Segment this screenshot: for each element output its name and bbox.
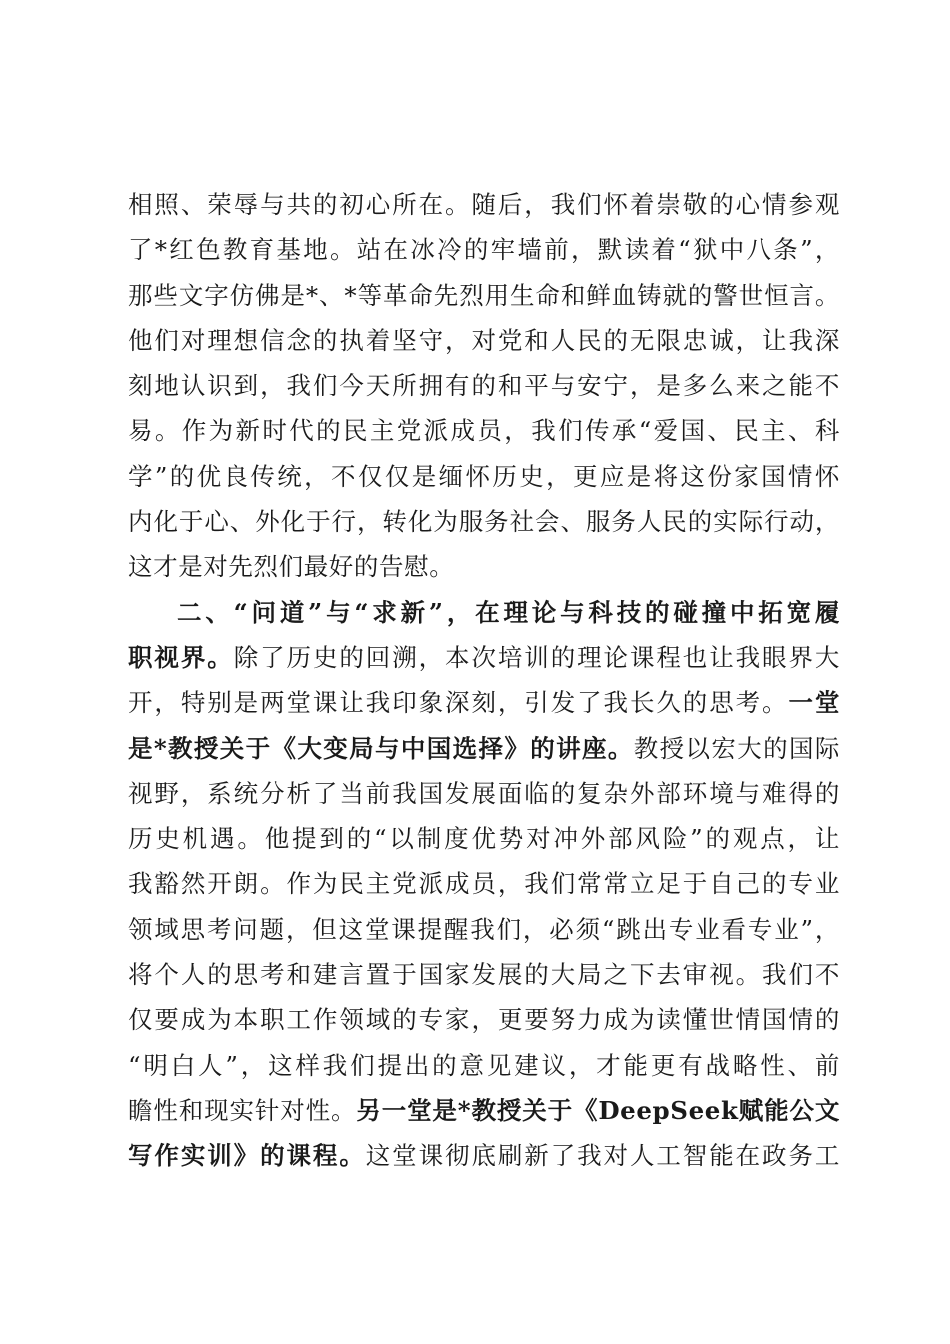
text-span: 开，特别是两堂课让我印象深刻，引发了我长久的思考。 — [128, 688, 789, 718]
text-line: 历史机遇。他提到的“以制度优势对冲外部风险”的观点，让 — [128, 824, 840, 854]
text-line — [128, 1088, 840, 1133]
paragraph-theory-and-tech — [128, 590, 840, 1179]
text-span: 除了历史的回溯，本次培训的理论课程也让我眼界大 — [233, 642, 840, 672]
section-heading-end: 职视界。 — [128, 642, 234, 672]
text-line: 我豁然开朗。作为民主党派成员，我们常常立足于自己的专业 — [128, 869, 840, 899]
emphasis-span: 是*教授关于《大变局与中国选择》的讲座。 — [128, 733, 634, 763]
document-page — [128, 182, 840, 1179]
text-line: 领域思考问题，但这堂课提醒我们，必须“跳出专业看专业”， — [128, 914, 840, 944]
emphasis-span: 写作实训》的课程。 — [128, 1141, 366, 1171]
text-line: “明白人”，这样我们提出的意见建议，才能更有战略性、前 — [128, 1050, 840, 1080]
text-line: 这才是对先烈们最好的告慰。 — [128, 552, 455, 582]
emphasis-span: 一堂 — [788, 688, 841, 718]
section-heading: 二、“问道”与“求新”，在理论与科技的碰撞中拓宽履 — [177, 597, 840, 627]
text-line: 学”的优良传统，不仅仅是缅怀历史，更应是将这份家国情怀 — [128, 461, 840, 491]
paragraph-memorial-visit — [128, 182, 840, 590]
text-line — [128, 1133, 840, 1178]
text-line: 将个人的思考和建言置于国家发展的大局之下去审视。我们不 — [128, 960, 840, 990]
emphasis-span: 另一堂是*教授关于《DeepSeek赋能公文 — [356, 1095, 840, 1125]
text-line — [128, 726, 840, 771]
text-line: 仅要成为本职工作领域的专家，更要努力成为读懂世情国情的 — [128, 1005, 840, 1035]
text-line: 了*红色教育基地。站在冰冷的牢墙前，默读着“狱中八条”， — [128, 235, 840, 265]
text-line: 那些文字仿佛是*、*等革命先烈用生命和鲜血铸就的警世恒言。 — [128, 280, 840, 310]
text-span: 教授以宏大的国际 — [633, 733, 840, 763]
text-line: 刻地认识到，我们今天所拥有的和平与安宁，是多么来之能不 — [128, 371, 840, 401]
text-span: 这堂课彻底刷新了我对人工智能在政务工 — [365, 1141, 840, 1171]
text-line: 视野，系统分析了当前我国发展面临的复杂外部环境与难得的 — [128, 778, 840, 808]
text-line — [128, 635, 840, 680]
text-line — [128, 680, 840, 725]
text-line: 易。作为新时代的民主党派成员，我们传承“爱国、民主、科 — [128, 416, 840, 446]
text-line: 内化于心、外化于行，转化为服务社会、服务人民的实际行动， — [128, 507, 840, 537]
text-line: 他们对理想信念的执着坚守，对党和人民的无限忠诚，让我深 — [128, 325, 840, 355]
text-span: 瞻性和现实针对性。 — [128, 1095, 357, 1125]
text-line: 相照、荣辱与共的初心所在。随后，我们怀着崇敬的心情参观 — [128, 190, 840, 219]
